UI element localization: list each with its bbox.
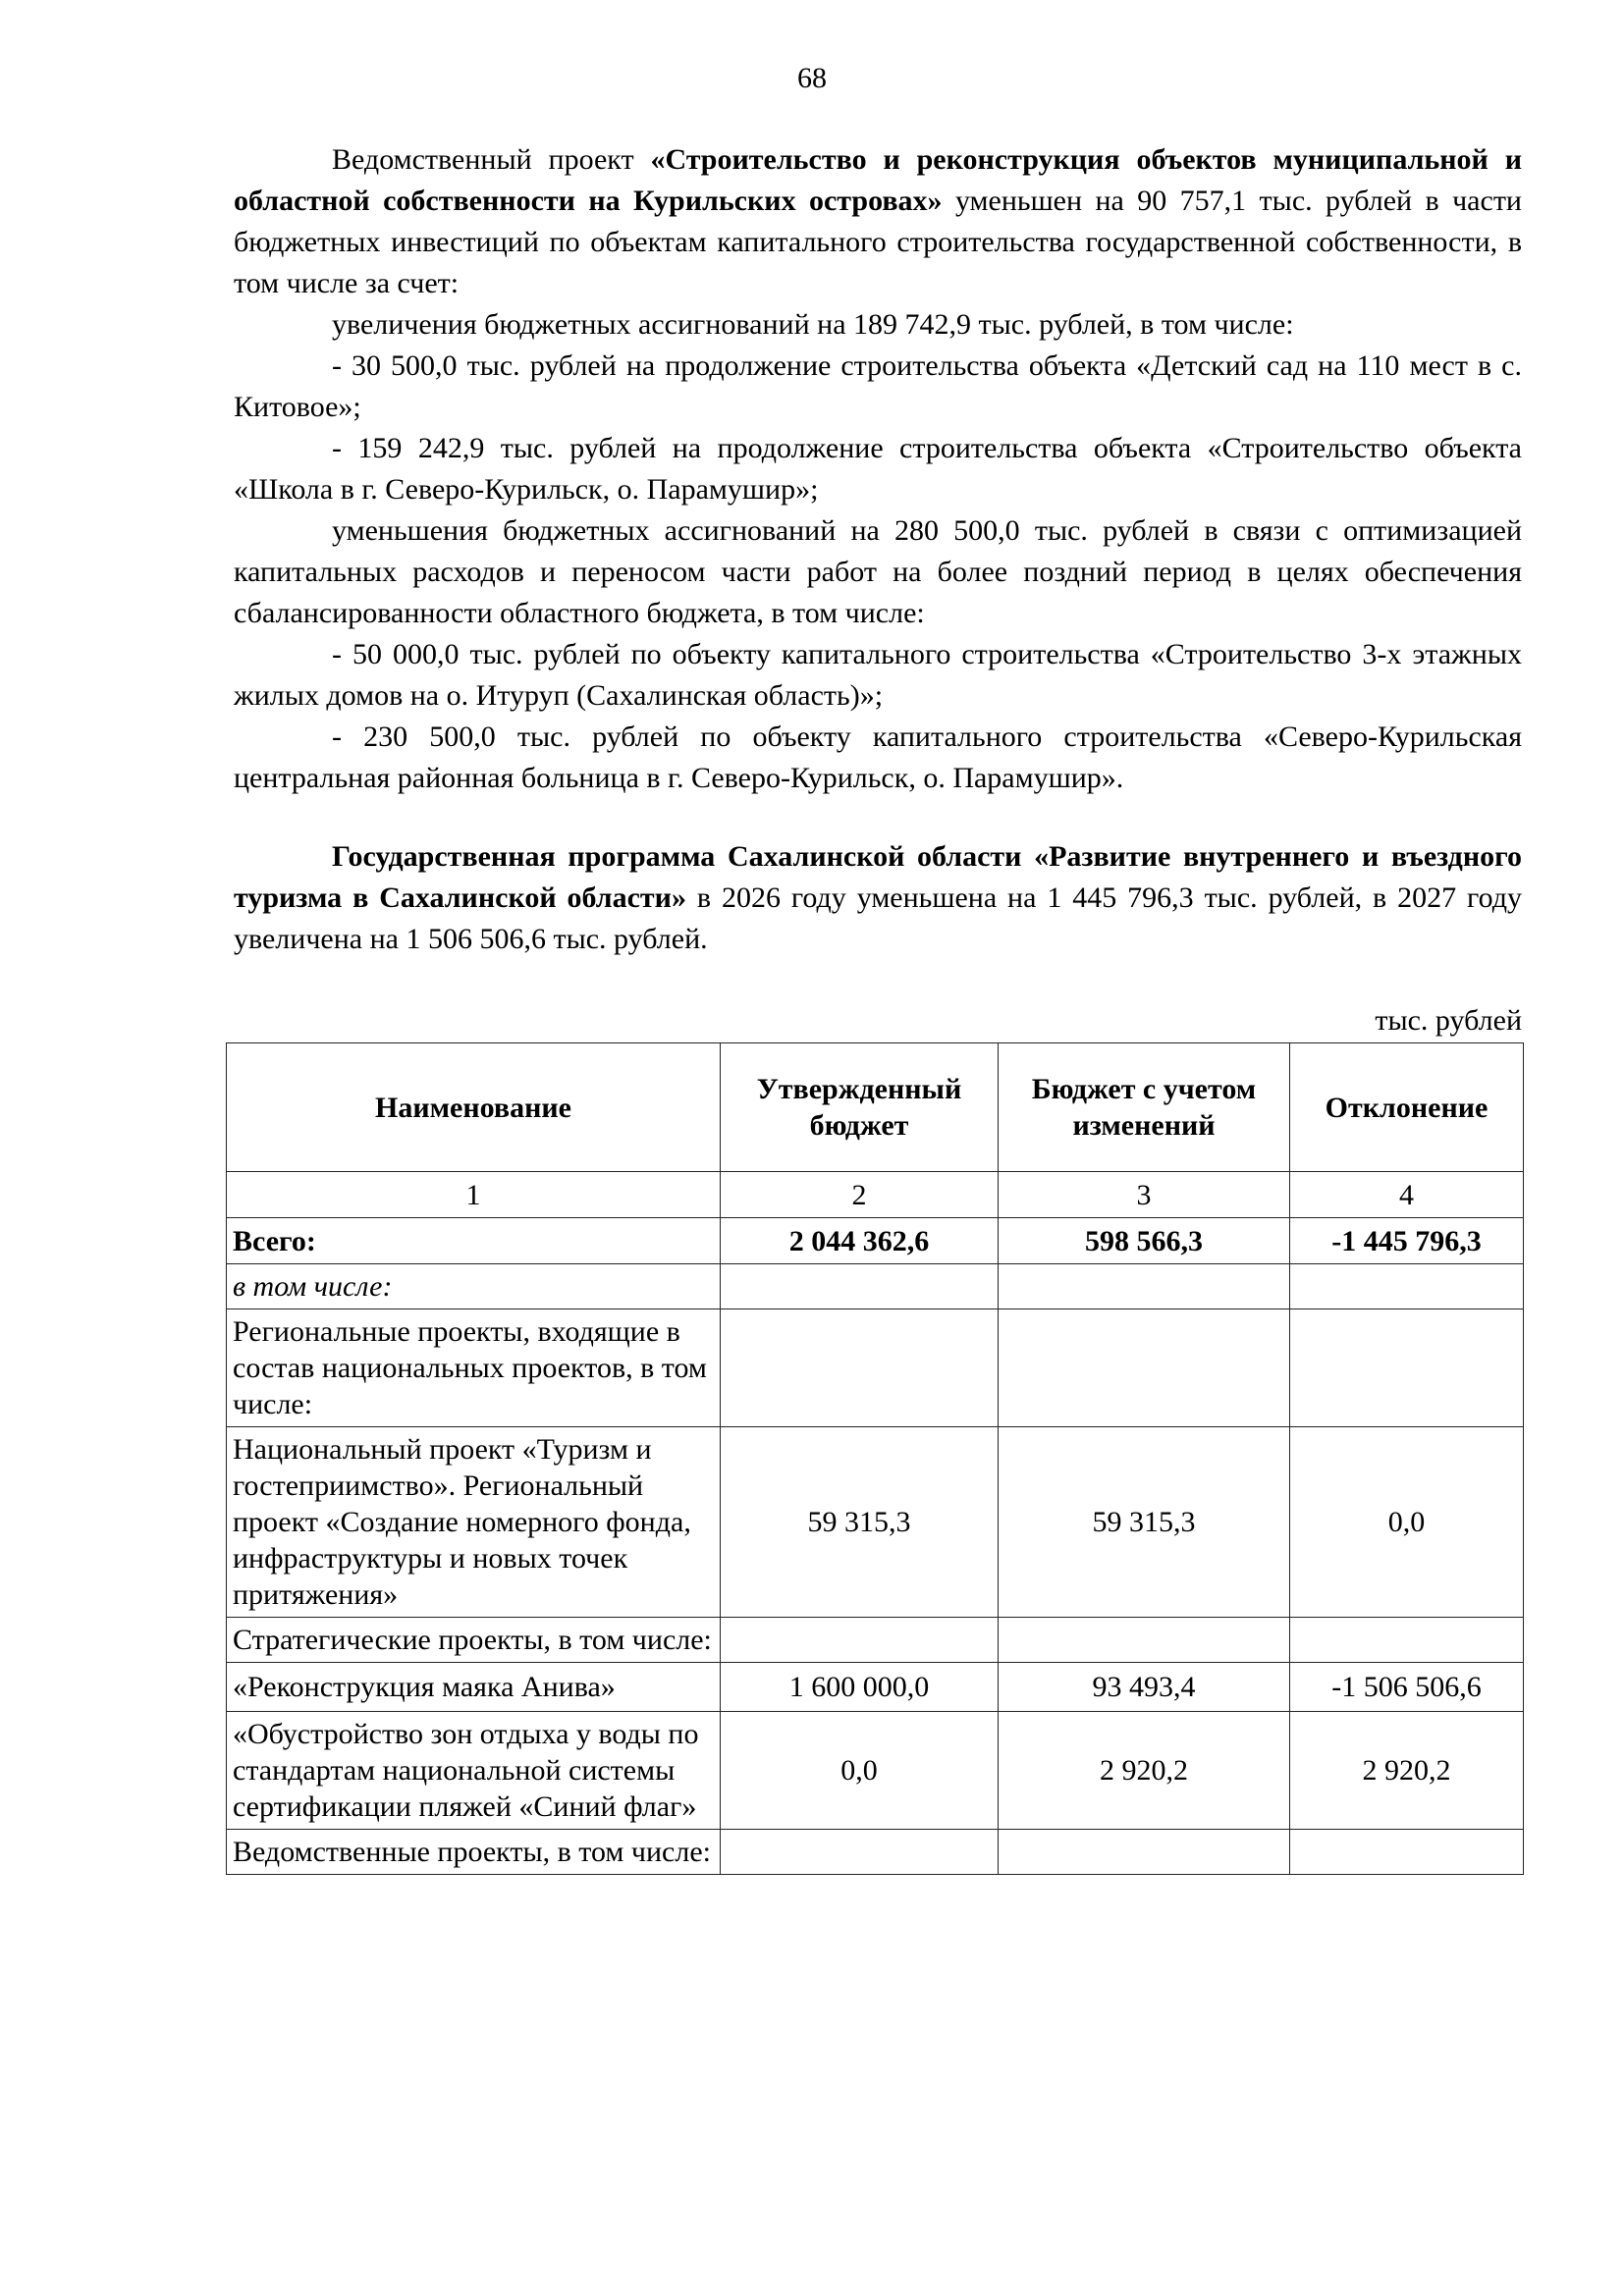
table-header-row xyxy=(227,1043,1524,1172)
column-number: 4 xyxy=(1290,1172,1524,1218)
row-approved: 1 600 000,0 xyxy=(721,1663,999,1712)
section-departmental-project xyxy=(234,139,1522,799)
row-deviation xyxy=(1290,1264,1524,1309)
paragraph-project-summary xyxy=(234,139,1522,304)
text-suffix: уменьшен на 90 757,1 тыс. рублей в части бюджетных инвестиций по объектам капитального строительства государственной собственности, в том числе за счет: xyxy=(234,185,1522,299)
row-name: Стратегические проекты, в том числе: xyxy=(227,1618,721,1663)
table-row xyxy=(227,1712,1524,1830)
row-name: «Обустройство зон отдыха у воды по стандартам национальной системы сертификации пляжей «Синий флаг» xyxy=(227,1712,721,1830)
column-number: 2 xyxy=(721,1172,999,1218)
paragraph-program-summary xyxy=(234,836,1522,960)
row-revised: 2 920,2 xyxy=(999,1712,1290,1830)
column-number: 3 xyxy=(999,1172,1290,1218)
header-revised: Бюджет с учетом изменений xyxy=(999,1043,1290,1172)
row-deviation: 0,0 xyxy=(1290,1427,1524,1618)
table-row xyxy=(227,1427,1524,1618)
row-name: Ведомственные проекты, в том числе: xyxy=(227,1830,721,1875)
project-title: «Строительство и реконструкция объектов муниципальной и областной собственности на Курильских островах» xyxy=(234,143,1523,217)
row-deviation xyxy=(1290,1309,1524,1427)
row-deviation: 2 920,2 xyxy=(1290,1712,1524,1830)
paragraph-item-school: - 159 242,9 тыс. рублей на продолжение строительства объекта «Строительство объекта «Школа в г. Северо-Курильск, о. Парамушир»; xyxy=(234,432,1522,506)
row-approved: 59 315,3 xyxy=(721,1427,999,1618)
paragraph-item-hospital: - 230 500,0 тыс. рублей по объекту капитального строительства «Северо-Курильская центральная районная больница в г. Северо-Курильск, о. Парамушир». xyxy=(234,721,1522,794)
text-prefix: Ведомственный проект xyxy=(332,143,651,176)
table-row xyxy=(227,1264,1524,1309)
table-row xyxy=(227,1309,1524,1427)
header-deviation: Отклонение xyxy=(1290,1043,1524,1172)
row-revised xyxy=(999,1264,1290,1309)
column-number: 1 xyxy=(227,1172,721,1218)
row-deviation: -1 506 506,6 xyxy=(1290,1663,1524,1712)
section-state-program xyxy=(234,836,1522,960)
table-row xyxy=(227,1663,1524,1712)
table-row xyxy=(227,1618,1524,1663)
row-name: Всего: xyxy=(227,1218,721,1264)
header-name: Наименование xyxy=(227,1043,721,1172)
row-revised: 598 566,3 xyxy=(999,1218,1290,1264)
paragraph-decrease: уменьшения бюджетных ассигнований на 280 500,0 тыс. рублей в связи с оптимизацией капитальных расходов и переносом части работ на более поздний период в целях обеспечения сбалансированности областного бюджета, в том числе: xyxy=(234,514,1522,629)
row-name: в том числе: xyxy=(227,1264,721,1309)
row-deviation: -1 445 796,3 xyxy=(1290,1218,1524,1264)
table-row xyxy=(227,1830,1524,1875)
row-approved xyxy=(721,1830,999,1875)
row-name: Национальный проект «Туризм и гостеприимство». Региональный проект «Создание номерного фонда, инфраструктуры и новых точек притяжения» xyxy=(227,1427,721,1618)
row-name: Региональные проекты, входящие в состав национальных проектов, в том числе: xyxy=(227,1309,721,1427)
row-revised xyxy=(999,1309,1290,1427)
row-revised xyxy=(999,1618,1290,1663)
paragraph-item-houses: - 50 000,0 тыс. рублей по объекту капитального строительства «Строительство 3-х этажных жилых домов на о. Итуруп (Сахалинская область)»; xyxy=(234,638,1522,712)
row-name: «Реконструкция маяка Анива» xyxy=(227,1663,721,1712)
row-approved: 2 044 362,6 xyxy=(721,1218,999,1264)
row-revised xyxy=(999,1830,1290,1875)
table-units-label: тыс. рублей xyxy=(1375,1004,1522,1037)
row-approved xyxy=(721,1264,999,1309)
row-approved xyxy=(721,1618,999,1663)
table-row-total xyxy=(227,1218,1524,1264)
row-deviation xyxy=(1290,1830,1524,1875)
row-approved xyxy=(721,1309,999,1427)
row-revised: 93 493,4 xyxy=(999,1663,1290,1712)
row-deviation xyxy=(1290,1618,1524,1663)
row-revised: 59 315,3 xyxy=(999,1427,1290,1618)
paragraph-item-kindergarten: - 30 500,0 тыс. рублей на продолжение строительства объекта «Детский сад на 110 мест в с. Китовое»; xyxy=(234,349,1522,423)
row-approved: 0,0 xyxy=(721,1712,999,1830)
header-approved: Утвержденный бюджет xyxy=(721,1043,999,1172)
budget-table xyxy=(226,1042,1524,1875)
column-number-row xyxy=(227,1172,1524,1218)
text-suffix: в 2026 году уменьшена на 1 445 796,3 тыс. рублей, в 2027 году увеличена на 1 506 506,6 тыс. рублей. xyxy=(234,881,1522,955)
paragraph-increase: увеличения бюджетных ассигнований на 189 742,9 тыс. рублей, в том числе: xyxy=(332,308,1294,341)
program-title: Государственная программа Сахалинской области «Развитие внутреннего и въездного туризма в Сахалинской области» xyxy=(234,840,1522,914)
page-number: 68 xyxy=(797,62,827,94)
